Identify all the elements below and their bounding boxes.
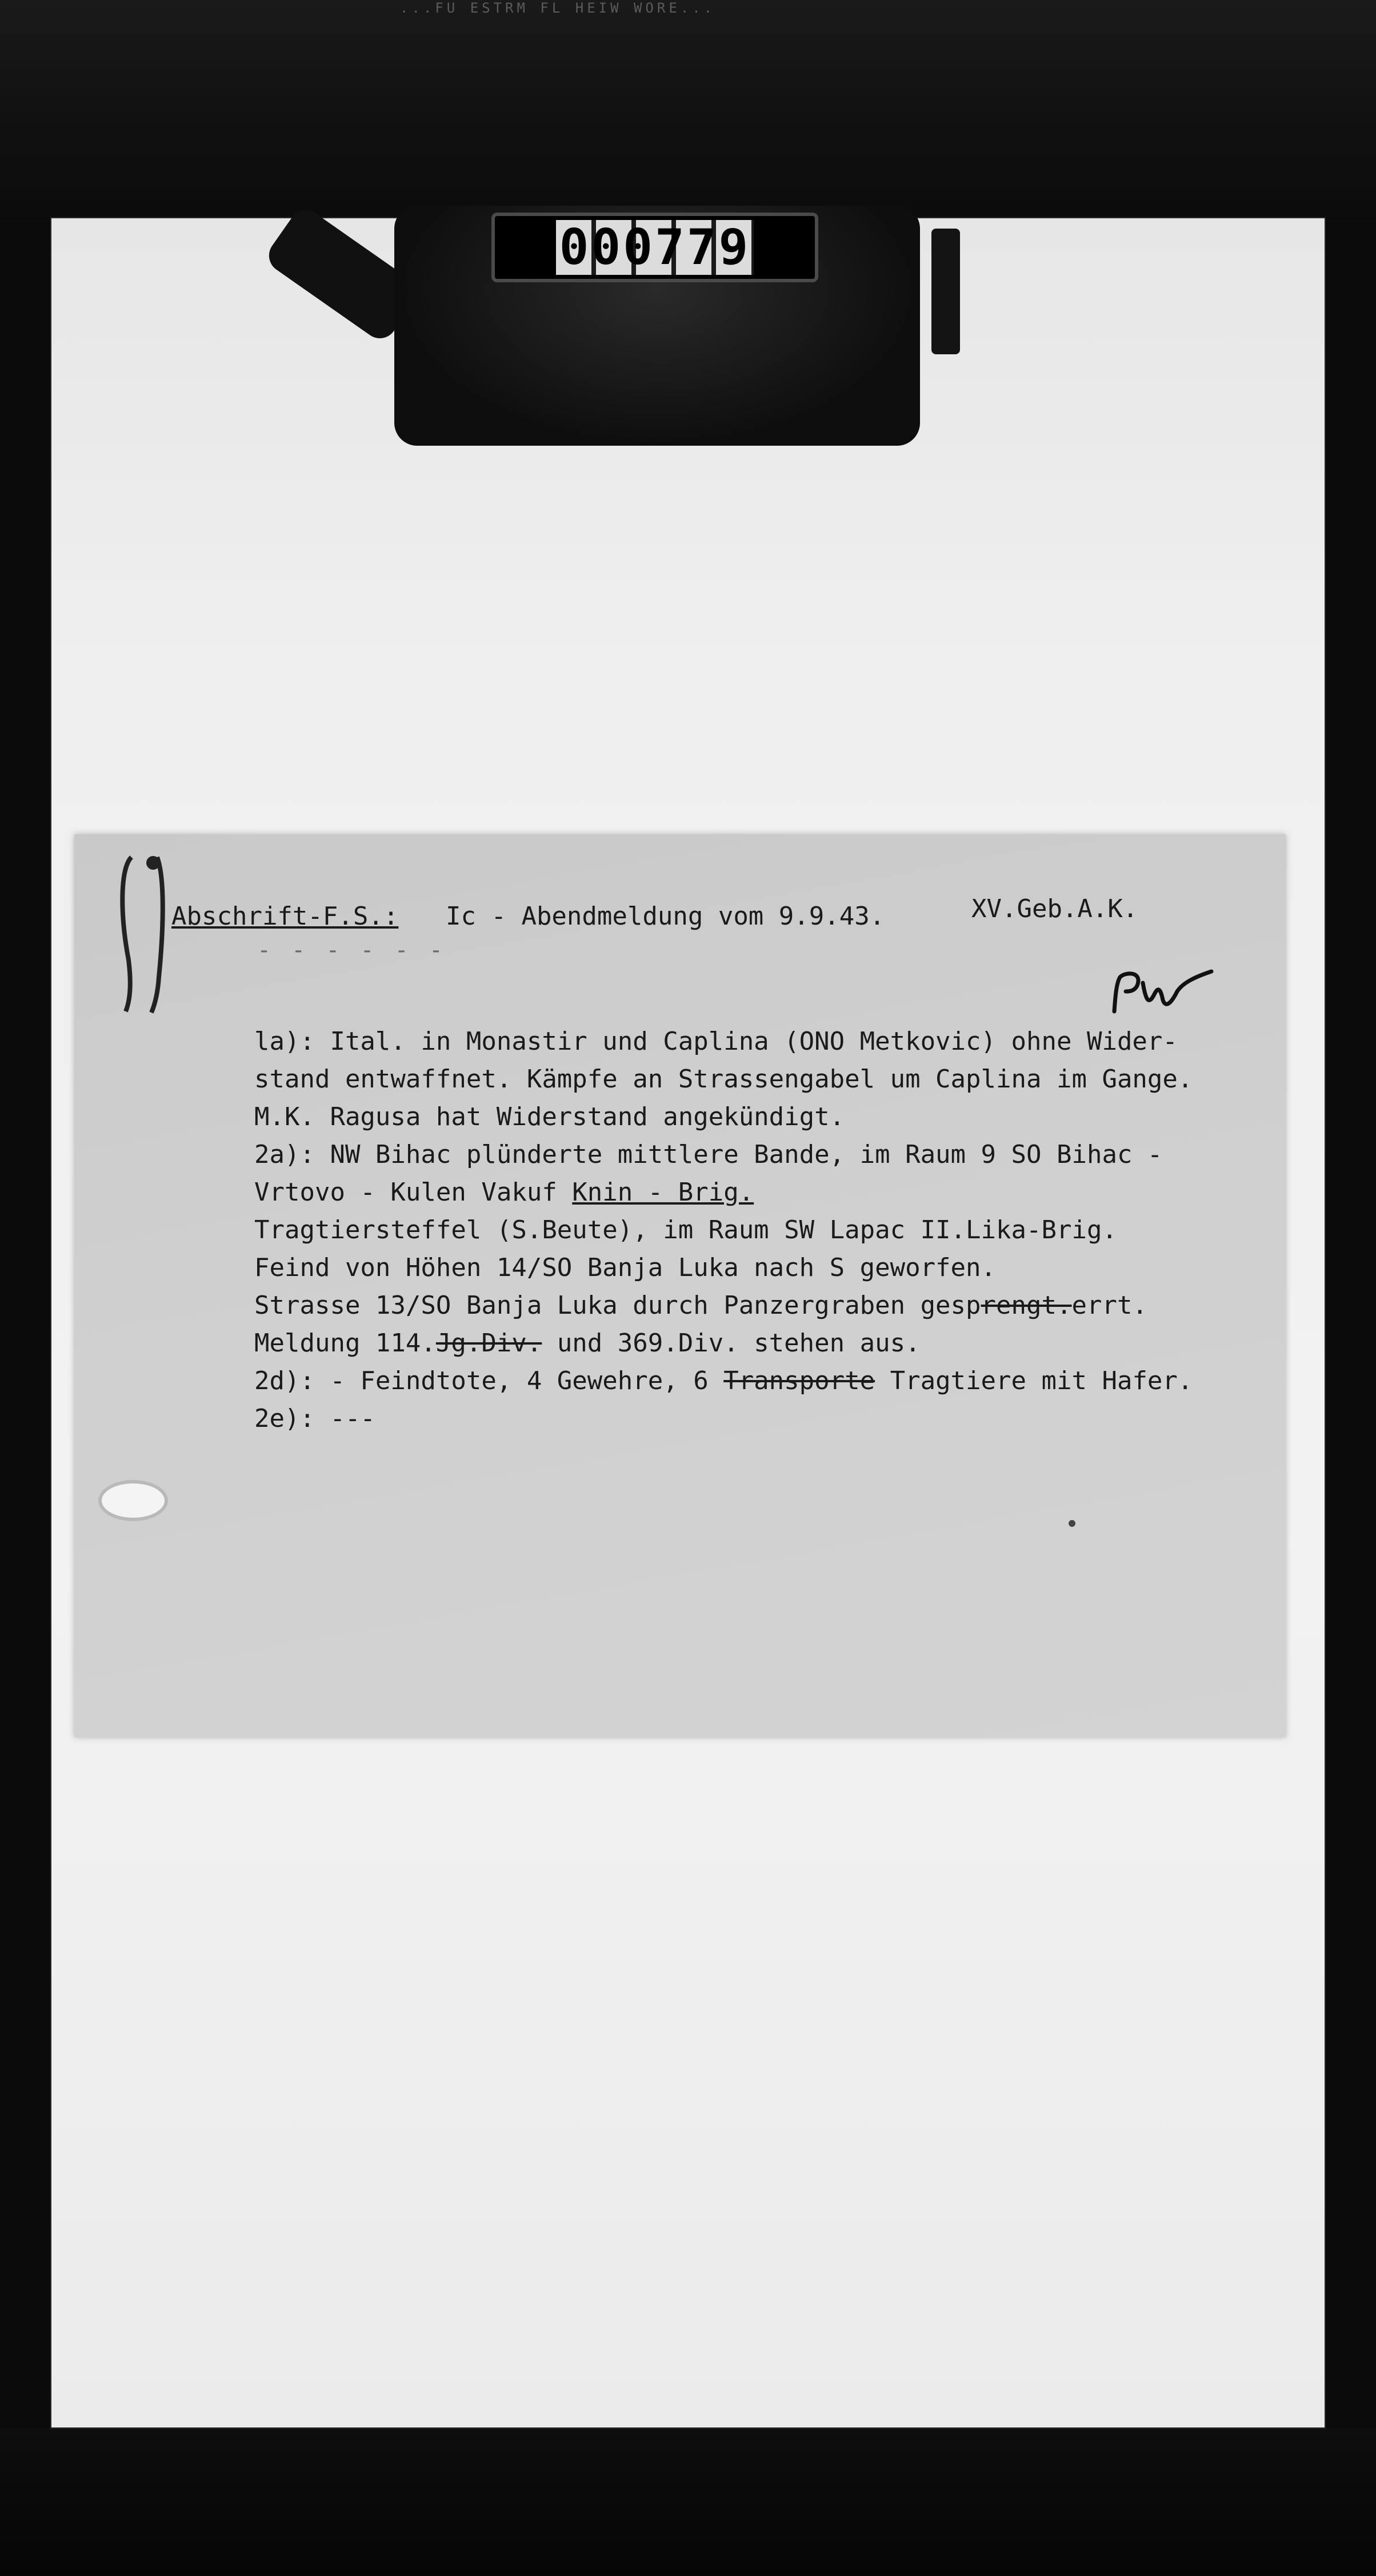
header-copy-label: Abschrift-F.S.: [171, 902, 399, 931]
film-edge-text: ...FU ESTRM FL HEIW WORE... [400, 0, 716, 16]
report-line [254, 1249, 1193, 1287]
film-strip-bottom [0, 2429, 1376, 2576]
frame-counter-window [491, 213, 818, 282]
report-line [254, 1211, 1193, 1249]
line-text: stand entwaffnet. Kämpfe an Strassengabel um Caplina im Gange. [254, 1065, 1193, 1094]
line-text: Strasse 13/SO Banja Luka durch Panzergraben gesp [254, 1291, 981, 1320]
line-text: errt. [1071, 1291, 1147, 1320]
counter-knob [931, 229, 960, 354]
punch-hole [102, 1483, 165, 1518]
underlined-text: Knin - Brig. [572, 1178, 754, 1207]
handwritten-initials [1103, 960, 1229, 1023]
ink-dot [1069, 1520, 1075, 1527]
line-text: M.K. Ragusa hat Widerstand angekündigt. [254, 1102, 845, 1131]
report-line [254, 1174, 1193, 1211]
report-line [254, 1362, 1193, 1400]
line-text: Tragtiersteffel (S.Beute), im Raum SW Lapac II.Lika-Brig. [254, 1215, 1117, 1245]
line-text: Meldung 114. [254, 1329, 436, 1358]
line-text: und 369.Div. stehen aus. [542, 1329, 921, 1358]
staple-bracket-mark [57, 846, 171, 1017]
struck-text: Transporte [723, 1366, 875, 1395]
struck-text: rengt. [981, 1291, 1072, 1320]
header-report-title: Ic - Abendmeldung vom 9.9.43. [446, 902, 885, 931]
struck-text: Jg.Div. [435, 1329, 542, 1358]
header-dashes: - - - - - - [257, 937, 446, 963]
report-line [254, 1136, 1193, 1174]
line-text: Vrtovo - Kulen Vakuf [254, 1178, 573, 1207]
line-text: 2a): NW Bihac plünderte mittlere Bande, im Raum 9 SO Bihac - [254, 1140, 1163, 1169]
report-line [254, 1061, 1193, 1098]
line-text: Tragtiere mit Hafer. [875, 1366, 1193, 1395]
report-line [254, 1023, 1193, 1061]
line-text: 2d): - Feindtote, 4 Gewehre, 6 [254, 1366, 724, 1395]
line-text: 2e): --- [254, 1404, 375, 1433]
frame-number: 000779 [556, 220, 754, 275]
header-unit: XV.Geb.A.K. [971, 894, 1138, 923]
report-line [254, 1098, 1193, 1136]
report-line [254, 1287, 1193, 1325]
report-body [254, 1023, 1193, 1438]
line-text: Feind von Höhen 14/SO Banja Luka nach S geworfen. [254, 1253, 997, 1282]
line-text: la): Ital. in Monastir und Caplina (ONO Metkovic) ohne Wider- [254, 1027, 1178, 1056]
film-strip-top [0, 0, 1376, 217]
report-line [254, 1325, 1193, 1362]
report-line [254, 1400, 1193, 1438]
